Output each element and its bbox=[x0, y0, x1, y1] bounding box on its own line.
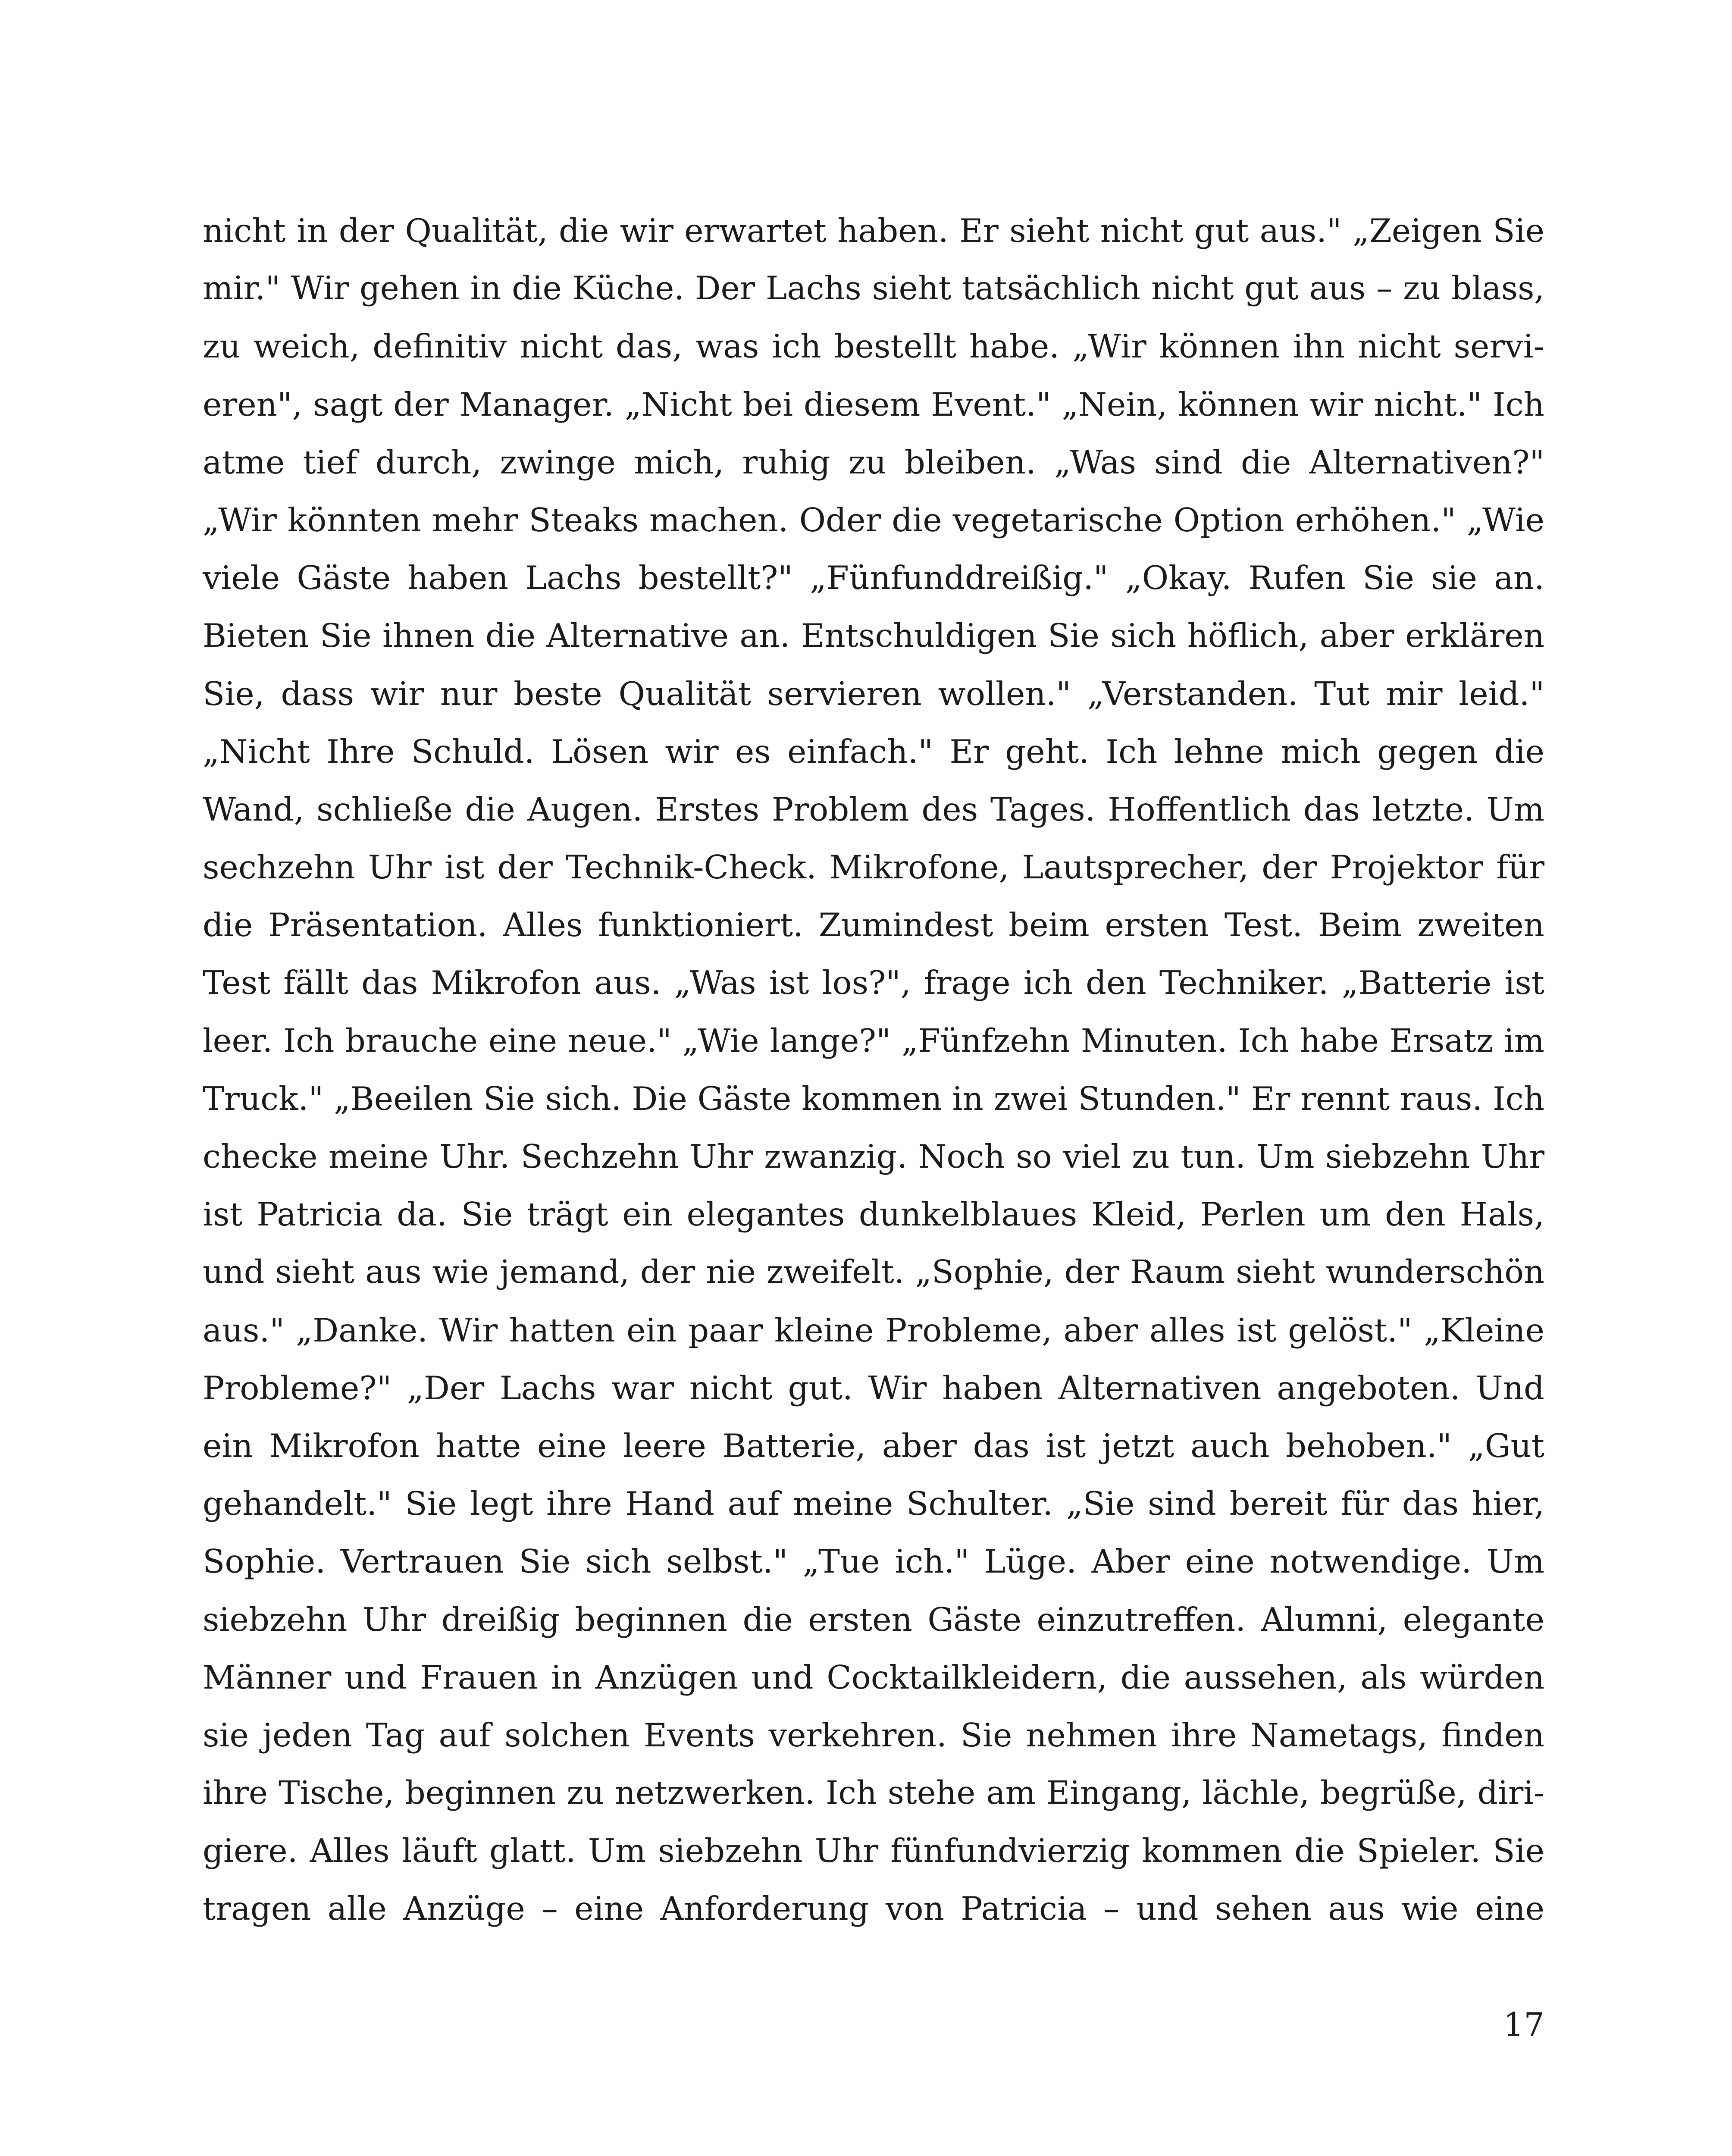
text-line: siebzehn Uhr dreißig beginnen die ersten Gäste einzutreffen. Alumni, elegante bbox=[203, 1600, 1544, 1639]
text-line: Bieten Sie ihnen die Alternative an. Entschuldigen Sie sich höflich, aber erklären bbox=[203, 617, 1544, 655]
text-line: giere. Alles läuft glatt. Um siebzehn Uhr fünfundvierzig kommen die Spieler. Sie bbox=[203, 1832, 1544, 1870]
text-line: „Wir könnten mehr Steaks machen. Oder die vegetarische Option erhöhen." „Wie bbox=[203, 501, 1544, 539]
body-text bbox=[203, 202, 1544, 1938]
text-line: atme tief durch, zwinge mich, ruhig zu bleiben. „Was sind die Alternativen?" bbox=[203, 443, 1544, 481]
text-line: ein Mikrofon hatte eine leere Batterie, aber das ist jetzt auch behoben." „Gut bbox=[203, 1426, 1544, 1465]
page-number: 17 bbox=[1503, 2006, 1544, 2043]
text-line: sie jeden Tag auf solchen Events verkehren. Sie nehmen ihre Nametags, finden bbox=[203, 1716, 1544, 1754]
text-line: Wand, schließe die Augen. Erstes Problem des Tages. Hoffentlich das letzte. Um bbox=[203, 790, 1544, 828]
text-line: leer. Ich brauche eine neue." „Wie lange?" „Fünfzehn Minuten. Ich habe Ersatz im bbox=[203, 1022, 1544, 1059]
text-line: ihre Tische, beginnen zu netzwerken. Ich stehe am Eingang, lächle, begrüße, diri- bbox=[203, 1774, 1544, 1812]
text-line: gehandelt." Sie legt ihre Hand auf meine Schulter. „Sie sind bereit für das hier, bbox=[203, 1485, 1544, 1523]
text-line: mir." Wir gehen in die Küche. Der Lachs sieht tatsächlich nicht gut aus – zu blass, bbox=[203, 270, 1544, 307]
text-line: Probleme?" „Der Lachs war nicht gut. Wir haben Alternativen angeboten. Und bbox=[203, 1369, 1544, 1407]
text-line: die Präsentation. Alles funktioniert. Zumindest beim ersten Test. Beim zweiten bbox=[203, 906, 1544, 944]
text-line: sechzehn Uhr ist der Technik-Check. Mikrofone, Lautsprecher, der Projektor für bbox=[203, 848, 1544, 887]
text-line: nicht in der Qualität, die wir erwartet haben. Er sieht nicht gut aus." „Zeigen Sie bbox=[203, 212, 1544, 250]
text-line: aus." „Danke. Wir hatten ein paar kleine Probleme, aber alles ist gelöst." „Kleine bbox=[203, 1311, 1544, 1349]
text-line: zu weich, definitiv nicht das, was ich bestellt habe. „Wir können ihn nicht servi- bbox=[203, 327, 1544, 366]
text-line: Sie, dass wir nur beste Qualität servieren wollen." „Verstanden. Tut mir leid." bbox=[203, 674, 1544, 713]
text-line: checke meine Uhr. Sechzehn Uhr zwanzig. Noch so viel zu tun. Um siebzehn Uhr bbox=[203, 1138, 1544, 1175]
text-line: viele Gäste haben Lachs bestellt?" „Fünfunddreißig." „Okay. Rufen Sie sie an. bbox=[203, 559, 1544, 597]
text-line: tragen alle Anzüge – eine Anforderung von Patricia – und sehen aus wie eine bbox=[203, 1890, 1544, 1928]
text-line: und sieht aus wie jemand, der nie zweifelt. „Sophie, der Raum sieht wunderschön bbox=[203, 1253, 1544, 1291]
text-line: eren", sagt der Manager. „Nicht bei diesem Event." „Nein, können wir nicht." Ich bbox=[203, 385, 1544, 423]
text-line: Männer und Frauen in Anzügen und Cocktailkleidern, die aussehen, als würden bbox=[203, 1658, 1544, 1696]
text-line: Truck." „Beeilen Sie sich. Die Gäste kommen in zwei Stunden." Er rennt raus. Ich bbox=[203, 1079, 1544, 1118]
text-line: ist Patricia da. Sie trägt ein elegantes dunkelblaues Kleid, Perlen um den Hals, bbox=[203, 1195, 1544, 1234]
text-line: Sophie. Vertrauen Sie sich selbst." „Tue ich." Lüge. Aber eine notwendige. Um bbox=[203, 1542, 1544, 1581]
text-line: „Nicht Ihre Schuld. Lösen wir es einfach." Er geht. Ich lehne mich gegen die bbox=[203, 732, 1544, 771]
text-line: Test fällt das Mikrofon aus. „Was ist los?", frage ich den Techniker. „Batterie ist bbox=[203, 964, 1544, 1002]
